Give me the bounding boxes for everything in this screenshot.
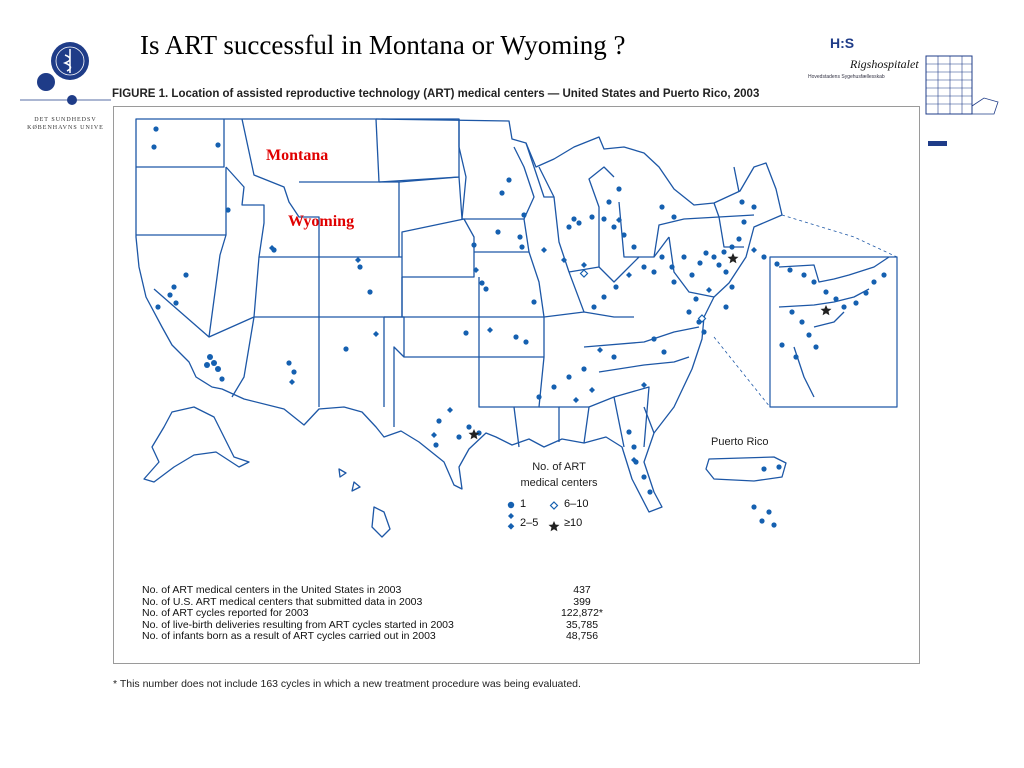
stat-label: No. of live-birth deliveries resulting from ART cycles started in 2003 (142, 618, 454, 631)
legend-title-line2: medical centers (520, 477, 598, 489)
montana-annotation: Montana (266, 147, 329, 164)
hospital-logo-name: Rigshospitalet (850, 57, 919, 71)
stat-label: No. of U.S. ART medical centers that submitted data in 2003 (142, 595, 423, 608)
legend-star-symbol (549, 521, 560, 531)
stat-value: 48,756 (565, 630, 599, 643)
stat-label: No. of infants born as a result of ART cycles carried out in 2003 (142, 630, 436, 643)
stat-value: 35,785 (565, 618, 599, 631)
map-legend (499, 459, 619, 491)
puerto-rico-label: Puerto Rico (711, 436, 769, 448)
stat-value: 399 (573, 595, 591, 608)
slide-title: Is ART successful in Montana or Wyoming ? (140, 30, 626, 60)
legend-outline-diamond-symbol (551, 502, 558, 509)
legend-item-diamond: 2–5 (520, 517, 539, 529)
stat-label: No. of ART medical centers in the United States in 2003 (142, 584, 402, 596)
hospital-logo-mark: H:S (830, 35, 855, 51)
wyoming-annotation: Wyoming (288, 213, 355, 230)
figure-panel (113, 106, 920, 664)
center-markers-stars (469, 253, 832, 439)
stat-row (142, 631, 612, 643)
puerto-rico-outline (706, 457, 786, 481)
legend-item-dot: 1 (520, 498, 527, 510)
stats-table (142, 585, 612, 643)
stat-row (142, 585, 612, 597)
figure-title: FIGURE 1. Location of assisted reproductive technology (ART) medical centers — United States and Puerto Rico, 2003 (112, 88, 760, 100)
stat-value: 437 (573, 584, 591, 596)
legend-dot-symbol (508, 502, 514, 508)
stat-value: 122,872* (560, 607, 604, 620)
stat-label: No. of ART cycles reported for 2003 (142, 607, 309, 620)
hospital-logo-subtitle: Hovedstadens Sygehusfællesskab (808, 74, 885, 80)
us-map (114, 107, 921, 665)
legend-item-star: ≥10 (564, 517, 583, 529)
legend-diamond-symbol (508, 523, 515, 530)
figure-footnote: * This number does not include 163 cycles in which a new treatment procedure was being evaluated. (113, 678, 581, 690)
legend-title-line1: No. of ART (532, 461, 586, 473)
hawaii-outline (339, 469, 390, 537)
accent-bar (928, 141, 947, 146)
legend-item-outline-diamond: 6–10 (564, 498, 589, 510)
university-logo-text: DET SUNDHEDSV KØBENHAVNS UNIVE (27, 117, 104, 131)
